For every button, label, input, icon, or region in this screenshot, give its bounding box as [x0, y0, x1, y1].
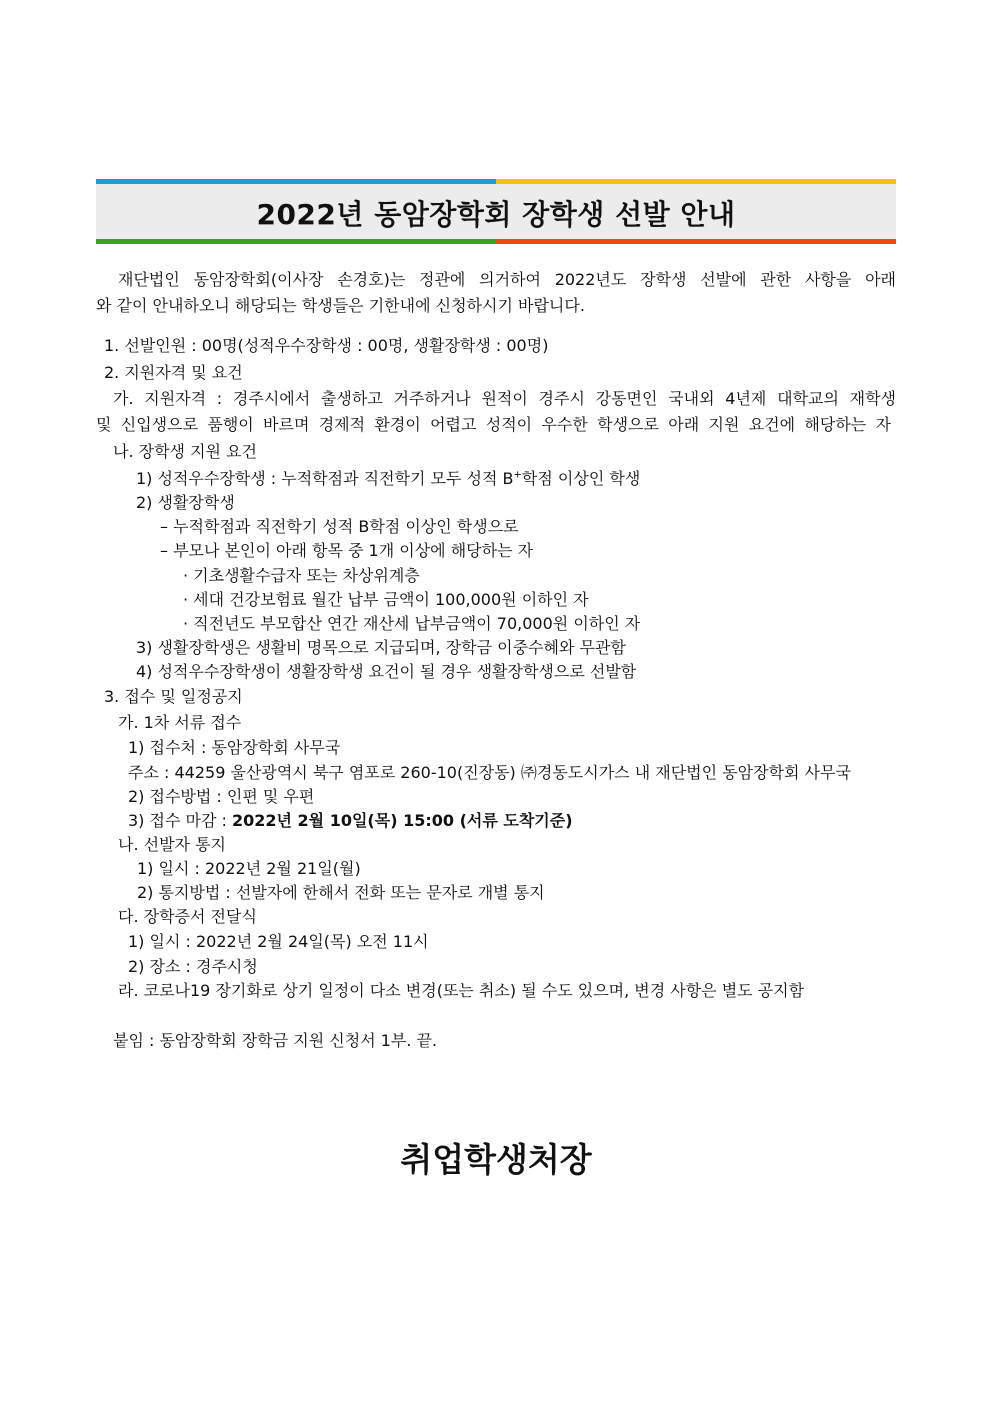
requirement-merit-plus: +: [513, 469, 522, 481]
section2-heading: 2. 지원자격 및 요건: [104, 363, 243, 382]
section1-quota: 1. 선발인원 : 00명(성적우수장학생 : 00명, 생활장학생 : 00명): [104, 336, 549, 355]
ceremony-date: 1) 일시 : 2022년 2월 24일(목) 오전 11시: [128, 932, 429, 951]
notice-method: 2) 통지방법 : 선발자에 한해서 전화 또는 문자로 개별 통지: [137, 883, 545, 902]
submission-deadline-value: 2022년 2월 10일(목) 15:00 (서류 도착기준): [231, 811, 573, 830]
requirement-living-note: 3) 생활장학생은 생활비 명목으로 지급되며, 장학금 이중수혜와 무관함: [136, 638, 626, 657]
title-bar-top-yellow: [496, 179, 896, 184]
requirement-living-condition: – 부모나 본인이 아래 항목 중 1개 이상에 해당하는 자: [160, 541, 534, 560]
requirement-living: 2) 생활장학생: [136, 493, 235, 512]
section3-ceremony: 다. 장학증서 전달식: [118, 907, 257, 926]
requirement-living-grade: – 누적학점과 직전학기 성적 B학점 이상인 학생으로: [160, 517, 519, 536]
section2-eligibility-line-2: 및 신입생으로 품행이 바르며 경제적 환경이 어렵고 성적이 우수한 학생으로 아래 지원 요건에 해당하는 자: [96, 415, 891, 434]
section2-requirements-heading: 나. 장학생 지원 요건: [113, 442, 257, 461]
condition-health-insurance: · 세대 건강보험료 월간 납부 금액이 100,000원 이하인 자: [183, 590, 589, 609]
title-bar-bottom-green: [96, 239, 496, 244]
title-bar-top-blue: [96, 179, 496, 184]
section3-covid-note: 라. 코로나19 장기화로 상기 일정이 다소 변경(또는 취소) 될 수도 있으며, 변경 사항은 별도 공지함: [118, 981, 805, 1000]
section3-heading: 3. 접수 및 일정공지: [104, 687, 243, 706]
requirement-merit-text-end: 학점 이상인 학생: [521, 469, 641, 488]
section3-selection-notice: 나. 선발자 통지: [118, 835, 226, 854]
submission-address: 주소 : 44259 울산광역시 북구 염포로 260-10(진장동) ㈜경동도시가스 내 재단법인 동암장학회 사무국: [128, 763, 851, 782]
document-title: 2022년 동암장학회 장학생 선발 안내: [256, 198, 736, 231]
requirement-merit: [136, 468, 640, 490]
condition-property-tax: · 직전년도 부모합산 연간 재산세 납부금액이 70,000원 이하인 자: [183, 614, 641, 633]
ceremony-place: 2) 장소 : 경주시청: [128, 957, 258, 976]
title-banner: [96, 179, 896, 244]
attachment-note: 붙임 : 동암장학회 장학금 지원 신청서 1부. 끝.: [113, 1031, 438, 1050]
requirement-merit-text: 1) 성적우수장학생 : 누적학점과 직전학기 모두 성적 B: [136, 469, 514, 488]
submission-method: 2) 접수방법 : 인편 및 우편: [128, 787, 315, 806]
submission-deadline: [128, 810, 573, 832]
condition-basic-livelihood: · 기초생활수급자 또는 차상위계층: [183, 566, 420, 585]
requirement-merit-note: 4) 성적우수장학생이 생활장학생 요건이 될 경우 생활장학생으로 선발함: [136, 662, 637, 681]
section3-document-submission: 가. 1차 서류 접수: [118, 713, 242, 732]
intro-line-1: 재단법인 동암장학회(이사장 손경호)는 정관에 의거하여 2022년도 장학생 선발에 관한 사항을 아래: [118, 270, 896, 289]
submission-deadline-label: 3) 접수 마감 :: [128, 811, 232, 830]
submission-office: 1) 접수처 : 동암장학회 사무국: [128, 738, 341, 757]
title-bar-bottom-red: [496, 239, 896, 244]
signature: 취업학생처장: [400, 1140, 592, 1179]
section2-eligibility-line-1: 가. 지원자격 : 경주시에서 출생하고 거주하거나 원적이 경주시 강동면인 국내외 4년제 대학교의 재학생: [113, 389, 896, 408]
intro-line-2: 와 같이 안내하오니 해당되는 학생들은 기한내에 신청하시기 바랍니다.: [96, 296, 585, 315]
notice-date: 1) 일시 : 2022년 2월 21일(월): [137, 859, 361, 878]
